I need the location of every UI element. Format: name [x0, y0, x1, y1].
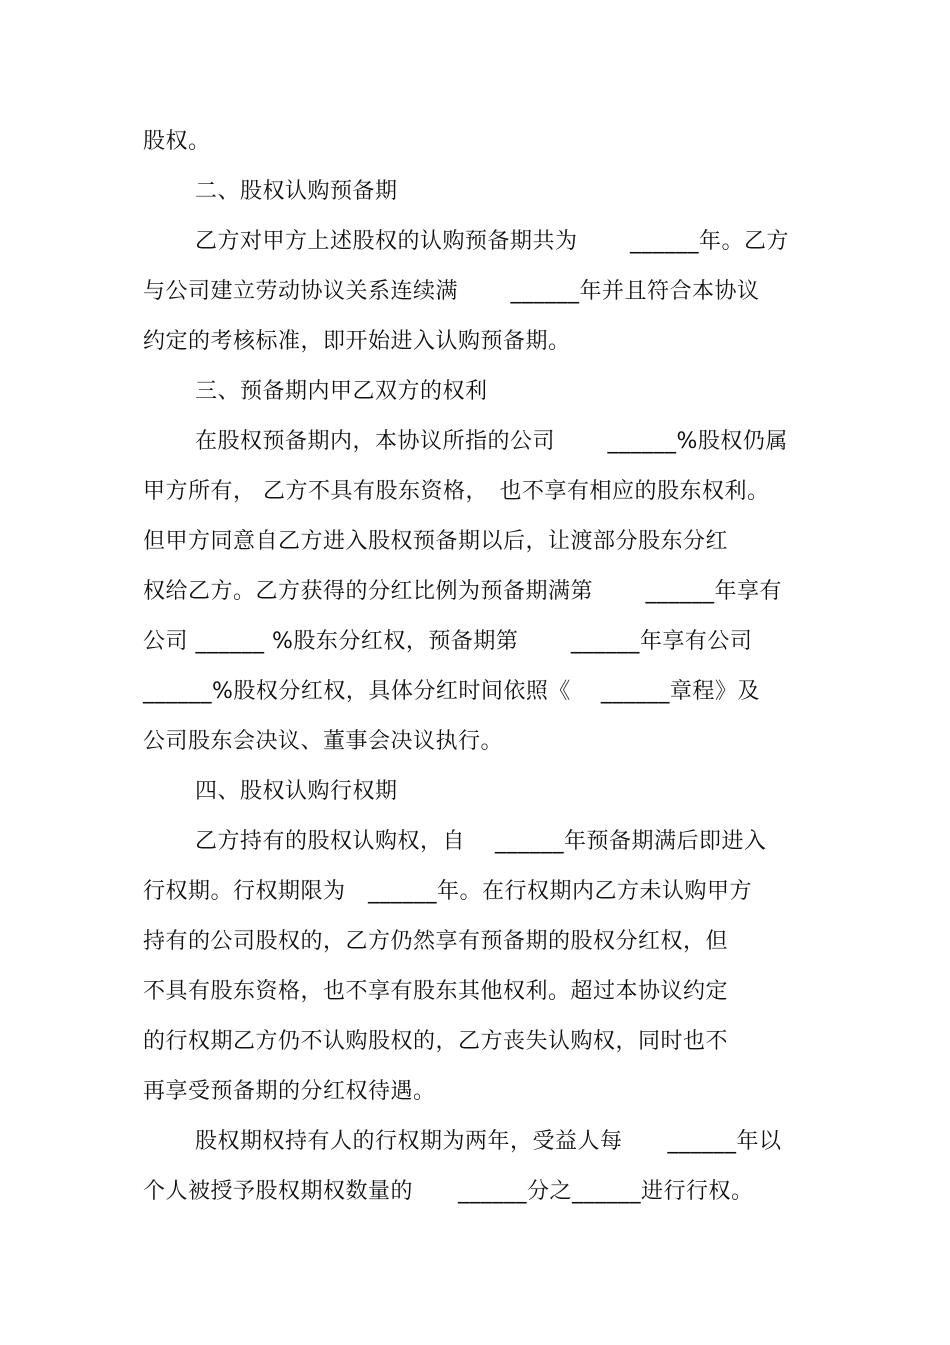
text-line-4: 与公司建立劳动协议关系连续满 ______年并且符合本协议 [143, 279, 760, 304]
section-heading-2: 二、股权认购预备期 [195, 179, 398, 204]
text-line-15: 乙方持有的股权认购权，自 ______年预备期满后即进入 [195, 829, 767, 854]
text-line-19: 的行权期乙方仍不认购股权的，乙方丧失认购权，同时也不 [143, 1029, 729, 1054]
text-line-10: 权给乙方。乙方获得的分红比例为预备期满第 ______年享有 [143, 579, 782, 604]
text-line-18: 不具有股东资格，也不享有股东其他权利。超过本协议约定 [143, 979, 729, 1004]
text-line-5: 约定的考核标准，即开始进入认购预备期。 [143, 329, 571, 354]
section-heading-3: 三、预备期内甲乙双方的权利 [195, 379, 488, 404]
text-line-21: 股权期权持有人的行权期为两年，受益人每 ______年以 [195, 1129, 782, 1154]
text-line-13: 公司股东会决议、董事会决议执行。 [143, 729, 504, 754]
text-line-20: 再享受预备期的分红权待遇。 [143, 1079, 436, 1104]
text-line-16: 行权期。行权期限为 ______年。在行权期内乙方未认购甲方 [143, 879, 753, 904]
text-line-22: 个人被授予股权期权数量的 ______分之______进行行权。 [143, 1179, 754, 1204]
text-line-3: 乙方对甲方上述股权的认购预备期共为 ______年。乙方 [195, 229, 789, 254]
text-line-17: 持有的公司股权的，乙方仍然享有预备期的股权分红权，但 [143, 929, 729, 954]
text-line-8: 甲方所有， 乙方不具有股东资格， 也不享有相应的股东权利。 [143, 479, 770, 504]
text-line-9: 但甲方同意自乙方进入股权预备期以后，让渡部分股东分红 [143, 529, 729, 554]
text-line-1: 股权。 [143, 129, 211, 154]
text-line-7: 在股权预备期内，本协议所指的公司 ______%股权仍属 [195, 429, 788, 454]
section-heading-4: 四、股权认购行权期 [195, 779, 398, 804]
text-line-12: ______%股权分红权，具体分红时间依照《 ______章程》及 [143, 679, 760, 704]
text-line-11: 公司 ______ %股东分红权，预备期第 ______年享有公司 [143, 629, 753, 654]
